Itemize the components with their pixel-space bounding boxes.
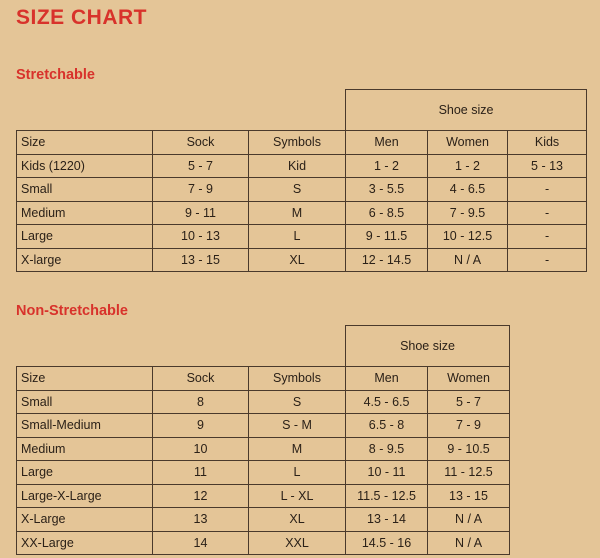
table-row — [17, 248, 587, 272]
table-cell: 11 — [153, 461, 249, 485]
table-row — [17, 201, 587, 225]
table-cell: 11 - 12.5 — [428, 461, 510, 485]
table-cell: XL — [249, 248, 346, 272]
page-title: SIZE CHART — [16, 6, 147, 29]
table-cell: 1 - 2 — [428, 154, 508, 178]
table-cell: 5 - 13 — [508, 154, 587, 178]
table-cell: - — [508, 225, 587, 249]
column-header-row — [17, 131, 587, 155]
table-cell: 7 - 9.5 — [428, 201, 508, 225]
column-header: Sock — [153, 367, 249, 391]
table-cell: - — [508, 178, 587, 202]
table-cell: 10 - 11 — [346, 461, 428, 485]
size-label-cell: Large-X-Large — [17, 484, 153, 508]
table-cell: N / A — [428, 531, 510, 555]
table-cell: S — [249, 390, 346, 414]
table-cell: 7 - 9 — [153, 178, 249, 202]
table-row — [17, 484, 510, 508]
size-label-cell: Large — [17, 461, 153, 485]
table-cell: 9 — [153, 414, 249, 438]
size-label-cell: XX-Large — [17, 531, 153, 555]
group-header-row — [17, 326, 510, 367]
table-row — [17, 225, 587, 249]
table-row — [17, 531, 510, 555]
table-cell: 8 — [153, 390, 249, 414]
table-cell: 8 - 9.5 — [346, 437, 428, 461]
table-cell: 6.5 - 8 — [346, 414, 428, 438]
table-cell: XL — [249, 508, 346, 532]
column-header: Kids — [508, 131, 587, 155]
table-cell: 13 — [153, 508, 249, 532]
table-cell: - — [508, 248, 587, 272]
table-row — [17, 390, 510, 414]
table-cell: - — [508, 201, 587, 225]
size-label-cell: Kids (1220) — [17, 154, 153, 178]
table-cell: 13 - 14 — [346, 508, 428, 532]
table-cell: 5 - 7 — [428, 390, 510, 414]
column-header: Symbols — [249, 131, 346, 155]
table-cell: L - XL — [249, 484, 346, 508]
table-row — [17, 437, 510, 461]
table-cell: 14 — [153, 531, 249, 555]
size-label-cell: X-Large — [17, 508, 153, 532]
table-cell: 7 - 9 — [428, 414, 510, 438]
table-cell: XXL — [249, 531, 346, 555]
column-header: Men — [346, 131, 428, 155]
column-header: Size — [17, 131, 153, 155]
column-header-row — [17, 367, 510, 391]
table-cell: S - M — [249, 414, 346, 438]
table-cell: L — [249, 461, 346, 485]
table-cell: 9 - 10.5 — [428, 437, 510, 461]
stretchable-table — [16, 89, 587, 272]
table-row — [17, 178, 587, 202]
table-cell: 3 - 5.5 — [346, 178, 428, 202]
table-cell: 9 - 11 — [153, 201, 249, 225]
size-label-cell: Small — [17, 390, 153, 414]
table-cell: N / A — [428, 248, 508, 272]
shoe-size-group-label: Shoe size — [346, 326, 510, 367]
shoe-size-group-label: Shoe size — [346, 90, 587, 131]
table-row — [17, 461, 510, 485]
table-cell: 13 - 15 — [428, 484, 510, 508]
table-cell: 10 - 13 — [153, 225, 249, 249]
table-cell: 9 - 11.5 — [346, 225, 428, 249]
column-header: Women — [428, 131, 508, 155]
table-cell: 12 — [153, 484, 249, 508]
table-row — [17, 508, 510, 532]
non-stretchable-heading: Non-Stretchable — [16, 303, 128, 319]
table-cell: M — [249, 201, 346, 225]
table-cell: 4.5 - 6.5 — [346, 390, 428, 414]
table-cell: M — [249, 437, 346, 461]
table-cell: N / A — [428, 508, 510, 532]
column-header: Symbols — [249, 367, 346, 391]
column-header: Sock — [153, 131, 249, 155]
table-cell: 14.5 - 16 — [346, 531, 428, 555]
group-header-row — [17, 90, 587, 131]
column-header: Women — [428, 367, 510, 391]
column-header: Size — [17, 367, 153, 391]
table-cell: 5 - 7 — [153, 154, 249, 178]
size-label-cell: Small-Medium — [17, 414, 153, 438]
table-cell: 1 - 2 — [346, 154, 428, 178]
table-cell: 11.5 - 12.5 — [346, 484, 428, 508]
size-label-cell: Small — [17, 178, 153, 202]
column-header: Men — [346, 367, 428, 391]
table-row — [17, 414, 510, 438]
table-cell: 4 - 6.5 — [428, 178, 508, 202]
table-cell: Kid — [249, 154, 346, 178]
size-label-cell: Large — [17, 225, 153, 249]
table-cell: 6 - 8.5 — [346, 201, 428, 225]
size-label-cell: X-large — [17, 248, 153, 272]
table-row — [17, 154, 587, 178]
size-label-cell: Medium — [17, 437, 153, 461]
table-cell: 10 - 12.5 — [428, 225, 508, 249]
stretchable-heading: Stretchable — [16, 67, 95, 83]
table-cell: L — [249, 225, 346, 249]
table-cell: 10 — [153, 437, 249, 461]
table-cell: 12 - 14.5 — [346, 248, 428, 272]
table-cell: S — [249, 178, 346, 202]
table-cell: 13 - 15 — [153, 248, 249, 272]
non-stretchable-table — [16, 325, 510, 555]
size-label-cell: Medium — [17, 201, 153, 225]
